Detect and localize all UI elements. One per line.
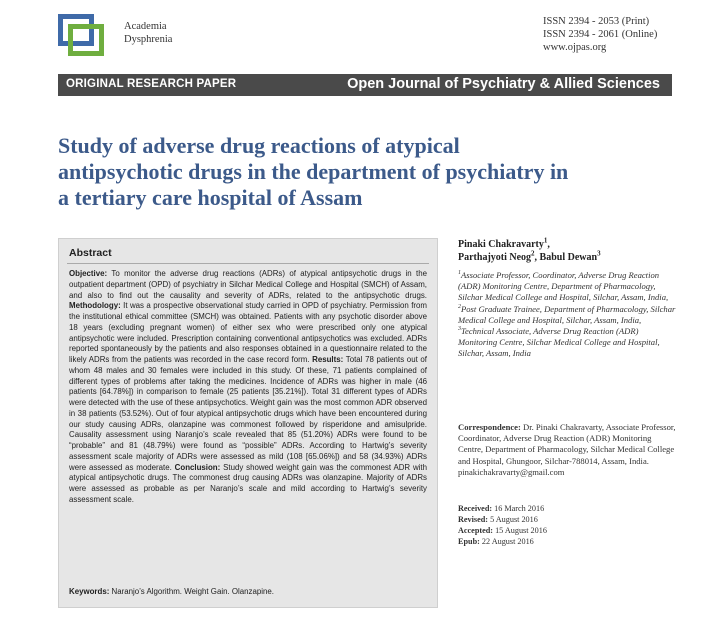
- affiliations: $^1$Associate Professor, Coordinator, Adverse Drug Reaction (ADR) Monitoring Centre, Department of Pharmacology, Silchar Medical College and Hospital, Silchar, Assam, India, $^2$Post Graduate Trainee, Department of Pharmacology, Silchar Medical College and Hospital, Silchar, Assam, India, $^3$Technical Associate, Adverse Drug Reaction (ADR) Monitoring Centre, Silchar Medical College and Hospital, Silchar, Assam, India: [458, 270, 676, 359]
- date-revised: Revised: 5 August 2016: [458, 515, 538, 524]
- author-1: Pinaki Chakravarty: [458, 239, 544, 250]
- issn-block: [543, 15, 657, 54]
- keywords: Keywords: Naranjo’s Algorithm. Weight Gain. Olanzapine.: [69, 587, 274, 596]
- author-3: Babul Dewan: [539, 252, 598, 263]
- date-received: Received: 16 March 2016: [458, 504, 545, 513]
- correspondence: Correspondence: Dr. Pinaki Chakravarty, Associate Professor, Coordinator, Adverse Drug Reaction (ADR) Monitoring Centre, Department of Pharmacology, Silchar Medical College and Hospital, Ghungoor, Silchar-788014, Assam, India. pinakichakravarty@gmail.com: [458, 422, 676, 477]
- author-2: Parthajyoti Neog: [458, 252, 532, 263]
- logo-square-green: [68, 24, 104, 56]
- abstract-box: [58, 238, 438, 608]
- article-dates: [458, 503, 678, 547]
- header-bar: [58, 74, 672, 96]
- abstract-divider: [67, 263, 429, 264]
- abstract-heading: Abstract: [69, 247, 112, 259]
- journal-name: Open Journal of Psychiatry & Allied Sciences: [347, 76, 660, 92]
- issn-print: ISSN 2394 - 2053 (Print): [543, 16, 650, 27]
- date-accepted: Accepted: 15 August 2016: [458, 526, 547, 535]
- publisher-name: Academia Dysphrenia: [124, 21, 173, 45]
- author-list: Pinaki Chakravarty$^1$, Parthajyoti Neog$^2$, Babul Dewan$^3$: [458, 236, 601, 263]
- journal-logo: [58, 14, 188, 60]
- date-epub: Epub: 22 August 2016: [458, 537, 534, 546]
- article-type: ORIGINAL RESEARCH PAPER: [66, 78, 237, 90]
- journal-url[interactable]: www.ojpas.org: [543, 42, 607, 53]
- article-title: Study of adverse drug reactions of atypical antipsychotic drugs in the department of psychiatry in a tertiary care hospital of Assam: [58, 133, 569, 210]
- abstract-text: Objective: To monitor the adverse drug reactions (ADRs) of atypical antipsychotic drugs in the outpatient department (OPD) of psychiatry in Silchar Medical College and Hospital (SMCH) of Assam, and also to find out the causality and severity of ADRs, related to the antipsychotic drugs. Methodology: It was a prospective observational study carried in OPD of psychiatry. Permission from the institutional ethical committee (SMCH) was obtained. Patients with any psychotic disorder above 18 years (excluding pregnant women) of either sex who were prescribed only one atypical antipsychotic were included. Prescription containing conventional antipsychotics was excluded. ADRs reported spontaneously by the patients and also responses obtained in a questionnaire related to the likely ADRs from the patients was recorded in the case record form. Results: Total 78 patients out of whom 48 males and 30 females were included in this study. Of these, 71 patients complained of different types of problems after taking the medicines. Incidence of ADRs was higher in male (46 patients [64.78%]) in comparison to female (25 patients [35.21%]). Total 31 different types of ADRs were detected with the use of these antipsychotics. Weight gain was the most common ADR observed in 38 patients (53.52%). Out of four atypical antipsychotic drugs which have been encountered during our study causing ADRs, olanzapine was commonest followed by risperidone and amisulpride. Causality assessment using Naranjo’s scale revealed that 85 (51.20%) ADRs were found to be “probable” and 81 (48.79%) were found as “possible” ADRs. According to Hartwig’s severity assessment scale majority of ADRs were assessed as mild (108 [65.06%]) and 58 (34.93%) ADRs were assessed as moderate. Conclusion: Study showed weight gain was the commonest ADR with atypical antipsychotic drugs. The commonest drug causing ADRs was olanzapine. Majority of ADRs were assessed as probable as per Naranjo’s scale and mild according to Hartwig’s severity assessment scale.: [69, 269, 427, 504]
- issn-online: ISSN 2394 - 2061 (Online): [543, 29, 658, 40]
